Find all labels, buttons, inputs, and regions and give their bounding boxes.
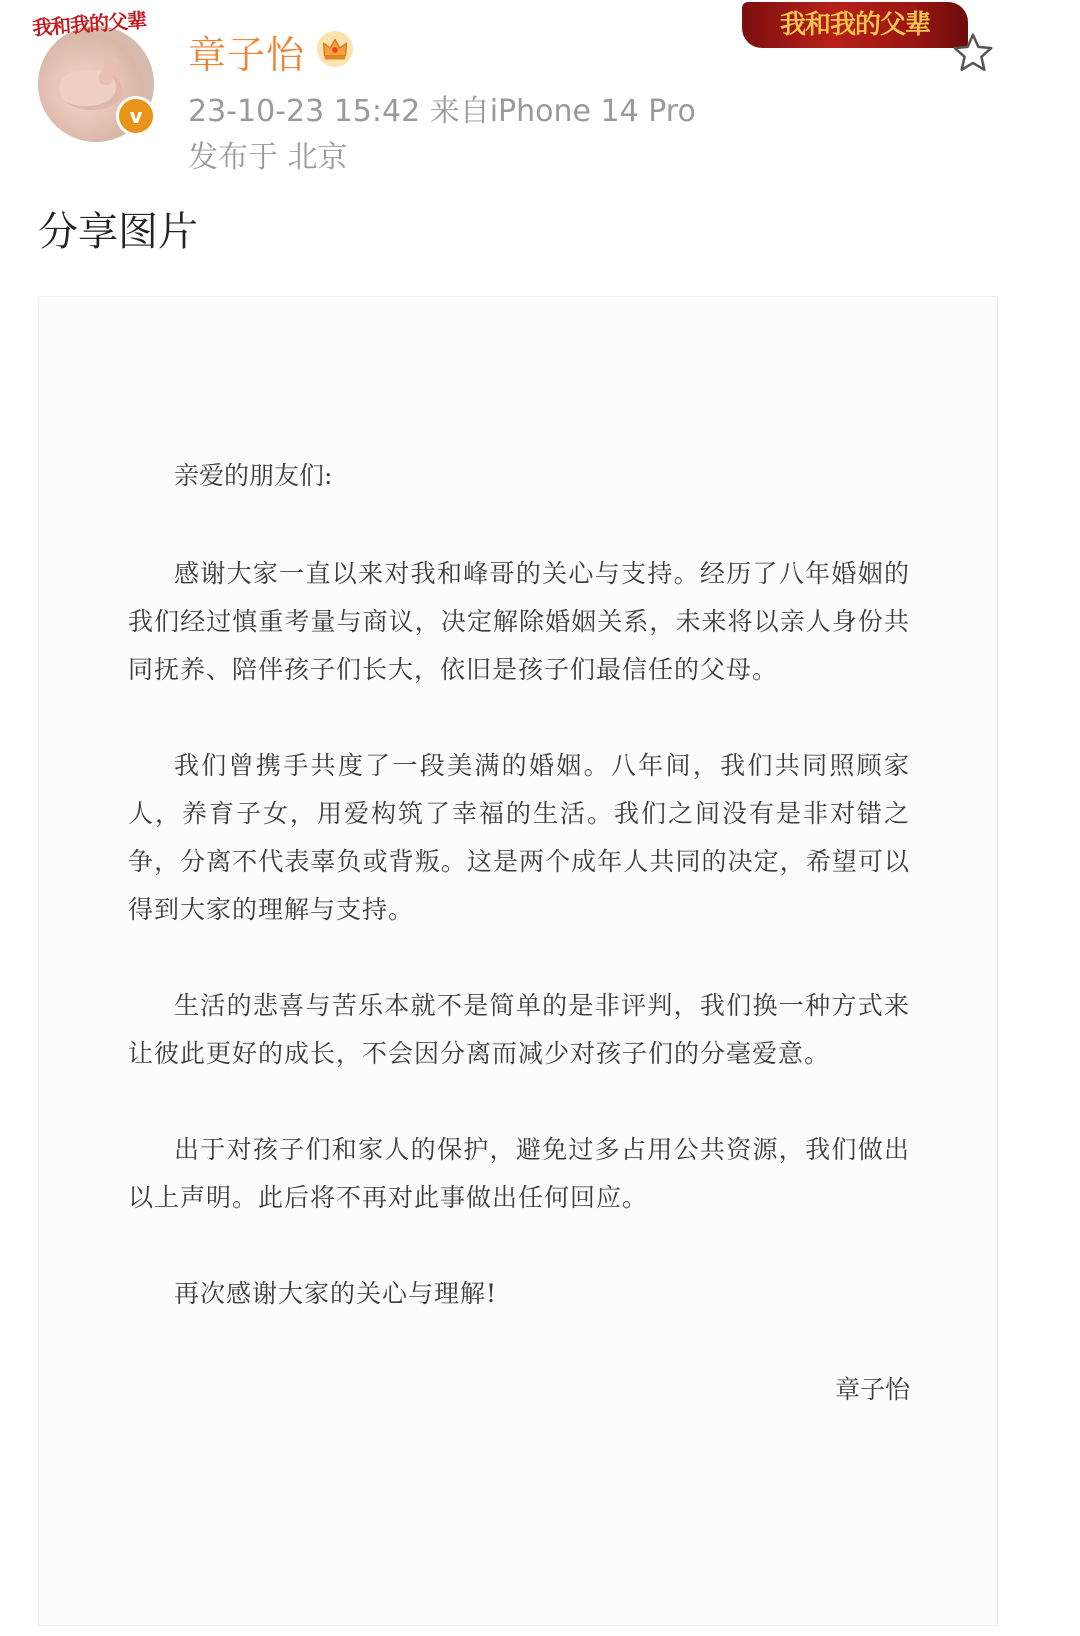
- promo-banner[interactable]: 我和我的父辈: [742, 2, 968, 48]
- letter-paragraph: 感谢大家一直以来对我和峰哥的关心与支持。经历了八年婚姻的我们经过慎重考量与商议，决定解除婚姻关系，未来将以亲人身份共同抚养、陪伴孩子们长大，依旧是孩子们最信任的父母。: [128, 559, 910, 684]
- statement-letter: [128, 452, 910, 1414]
- letter-paragraph: 再次感谢大家的关心与理解!: [174, 1279, 498, 1308]
- post-text: 分享图片: [38, 209, 198, 255]
- post-location: 发布于 北京: [188, 140, 348, 175]
- post-time-source: 23-10-23 15:42 来自iPhone 14 Pro: [188, 94, 696, 129]
- verified-badge-icon: v: [116, 96, 156, 136]
- star-outline-icon[interactable]: [950, 30, 996, 76]
- avatar-frame-text: 我和我的父辈: [31, 8, 147, 40]
- letter-signature: 章子怡: [834, 1375, 910, 1404]
- shared-image[interactable]: [38, 296, 998, 1626]
- crown-icon[interactable]: [316, 30, 354, 68]
- letter-paragraph: 我们曾携手共度了一段美满的婚姻。八年间，我们共同照顾家人，养育子女，用爱构筑了幸福的生活。我们之间没有是非对错之争，分离不代表辜负或背叛。这是两个成年人共同的决定，希望可以得到大家的理解与支持。: [128, 751, 910, 924]
- avatar-container[interactable]: [31, 8, 168, 138]
- letter-salutation: 亲爱的朋友们:: [174, 461, 333, 490]
- username[interactable]: 章子怡: [188, 33, 306, 77]
- letter-paragraph: 出于对孩子们和家人的保护，避免过多占用公共资源，我们做出以上声明。此后将不再对此事做出任何回应。: [128, 1135, 910, 1212]
- letter-paragraph: 生活的悲喜与苦乐本就不是简单的是非评判，我们换一种方式来让彼此更好的成长，不会因分离而减少对孩子们的分毫爱意。: [128, 991, 910, 1068]
